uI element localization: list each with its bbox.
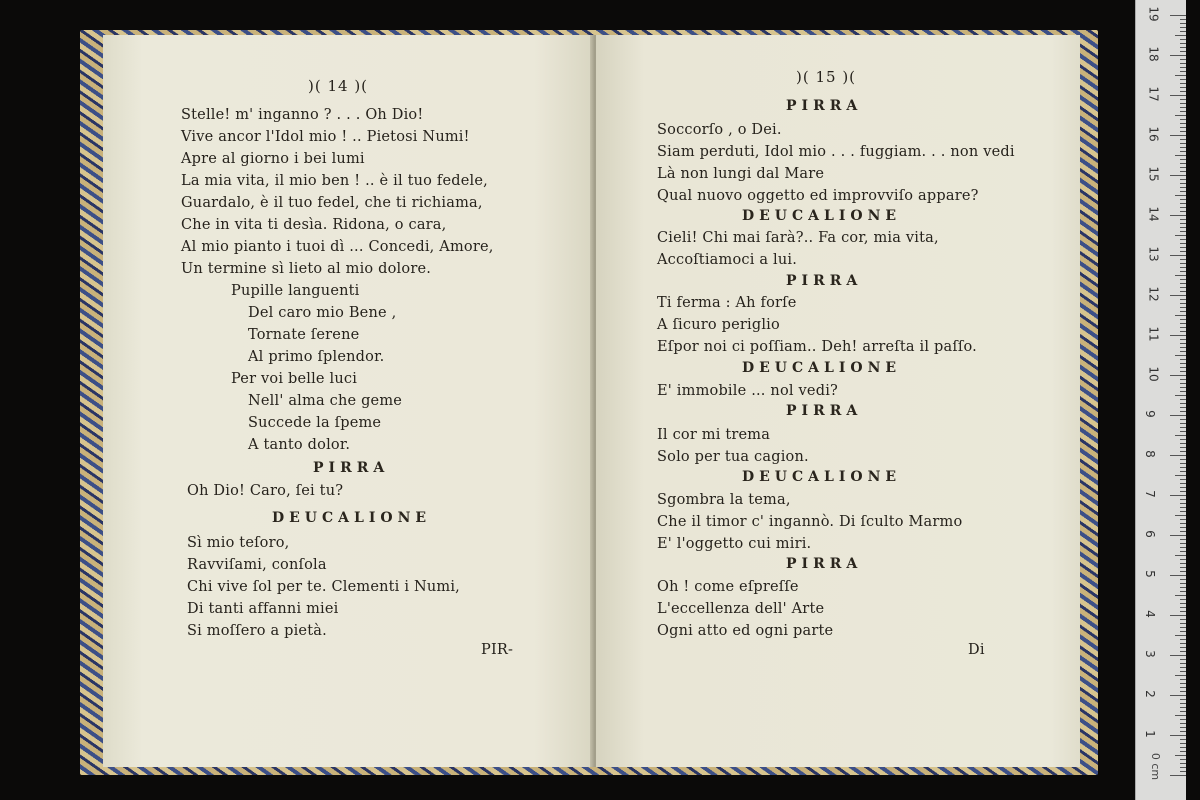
- ruler-tick: [1180, 523, 1186, 524]
- ruler-tick: [1175, 715, 1186, 716]
- ruler-tick: [1180, 83, 1186, 84]
- verse-line: Succede la ſpeme: [248, 415, 382, 431]
- ruler-tick: [1180, 439, 1186, 440]
- speaker-name: PIRRA: [786, 273, 863, 289]
- ruler-tick: [1170, 175, 1186, 176]
- ruler-number: 11: [1146, 326, 1161, 342]
- ruler-tick: [1180, 403, 1186, 404]
- ruler-tick: [1180, 167, 1186, 168]
- ruler-tick: [1180, 147, 1186, 148]
- verse-line: Siam perduti, Idol mio . . . fuggiam. . . non vedi: [657, 144, 1015, 160]
- verse-line: Sgombra la tema,: [657, 492, 791, 508]
- ruler-tick: [1180, 499, 1186, 500]
- verse-line: Eſpor noi ci poſſiam.. Deh! arreſta il paſſo.: [657, 339, 977, 355]
- ruler-tick: [1175, 235, 1186, 236]
- ruler-tick: [1180, 47, 1186, 48]
- ruler-number: 4: [1142, 610, 1157, 618]
- ruler-number: 5: [1142, 570, 1157, 578]
- page-number: )( 14 )(: [308, 77, 369, 95]
- ruler-tick: [1180, 27, 1186, 28]
- ruler-tick: [1180, 63, 1186, 64]
- ruler-tick: [1180, 527, 1186, 528]
- ruler-tick: [1180, 207, 1186, 208]
- verse-line: Apre al giorno i bei lumi: [181, 151, 365, 167]
- ruler-tick: [1170, 135, 1186, 136]
- ruler-tick: [1180, 247, 1186, 248]
- ruler-tick: [1180, 727, 1186, 728]
- page-number: )( 15 )(: [796, 68, 857, 86]
- ruler-tick: [1180, 471, 1186, 472]
- ruler-tick: [1170, 695, 1186, 696]
- ruler-number: 14: [1146, 206, 1161, 222]
- ruler-tick: [1180, 287, 1186, 288]
- ruler-tick: [1180, 699, 1186, 700]
- ruler-tick: [1170, 295, 1186, 296]
- ruler-number: 19: [1146, 6, 1161, 22]
- ruler-tick: [1180, 563, 1186, 564]
- ruler-tick: [1180, 407, 1186, 408]
- speaker-name: PIRRA: [786, 403, 863, 419]
- ruler-tick: [1180, 711, 1186, 712]
- ruler-tick: [1180, 103, 1186, 104]
- catchword: Di: [968, 642, 985, 658]
- ruler-tick: [1180, 747, 1186, 748]
- ruler-tick: [1175, 515, 1186, 516]
- verse-line: Che in vita ti desìa. Ridona, o cara,: [181, 217, 447, 233]
- ruler-tick: [1180, 23, 1186, 24]
- ruler-tick: [1180, 707, 1186, 708]
- ruler-number: 18: [1146, 46, 1161, 62]
- ruler-tick: [1180, 159, 1186, 160]
- ruler-tick: [1180, 479, 1186, 480]
- ruler-tick: [1180, 539, 1186, 540]
- ruler-tick: [1180, 107, 1186, 108]
- ruler-tick: [1180, 463, 1186, 464]
- ruler-tick: [1180, 503, 1186, 504]
- verse-line: Soccorſo , o Dei.: [657, 122, 782, 138]
- ruler-tick: [1180, 639, 1186, 640]
- ruler-tick: [1170, 735, 1186, 736]
- ruler-tick: [1180, 347, 1186, 348]
- ruler-tick: [1180, 231, 1186, 232]
- ruler-tick: [1170, 655, 1186, 656]
- ruler-tick: [1180, 667, 1186, 668]
- ruler-tick: [1180, 243, 1186, 244]
- ruler-tick: [1175, 195, 1186, 196]
- speaker-name: DEUCALIONE: [742, 360, 902, 376]
- ruler-tick: [1180, 339, 1186, 340]
- ruler-tick: [1180, 511, 1186, 512]
- verse-line: Ravviſami, conſola: [187, 557, 327, 573]
- ruler-number: 17: [1146, 86, 1161, 102]
- ruler-tick: [1180, 671, 1186, 672]
- verse-line: Stelle! m' inganno ? . . . Oh Dio!: [181, 107, 424, 123]
- ruler-tick: [1180, 651, 1186, 652]
- ruler-tick: [1180, 571, 1186, 572]
- ruler-tick: [1180, 343, 1186, 344]
- measuring-ruler: [1135, 0, 1186, 800]
- verse-line: Al primo ſplendor.: [248, 349, 385, 365]
- verse-line: Qual nuovo oggetto ed improvviſo appare?: [657, 188, 979, 204]
- ruler-tick: [1175, 275, 1186, 276]
- ruler-tick: [1180, 279, 1186, 280]
- catchword: PIR-: [481, 642, 514, 658]
- verse-line: Là non lungi dal Mare: [657, 166, 825, 182]
- verse-line: Cieli! Chi mai ſarà?.. Fa cor, mia vita,: [657, 230, 939, 246]
- ruler-number: 3: [1142, 650, 1157, 658]
- ruler-tick: [1170, 375, 1186, 376]
- ruler-tick: [1180, 739, 1186, 740]
- verse-line: L'eccellenza dell' Arte: [657, 601, 825, 617]
- ruler-tick: [1180, 79, 1186, 80]
- ruler-tick: [1180, 723, 1186, 724]
- verse-line: Si moſſero a pietà.: [187, 623, 327, 639]
- ruler-tick: [1180, 459, 1186, 460]
- ruler-tick: [1180, 579, 1186, 580]
- ruler-tick: [1180, 587, 1186, 588]
- verse-line: Oh ! come eſpreſſe: [657, 579, 799, 595]
- ruler-tick: [1180, 771, 1186, 772]
- ruler-tick: [1180, 559, 1186, 560]
- ruler-tick: [1180, 767, 1186, 768]
- ruler-tick: [1180, 199, 1186, 200]
- ruler-tick: [1180, 187, 1186, 188]
- ruler-number: 8: [1142, 450, 1157, 458]
- ruler-tick: [1180, 299, 1186, 300]
- ruler-tick: [1180, 743, 1186, 744]
- verse-line: Il cor mi trema: [657, 427, 771, 443]
- ruler-tick: [1180, 51, 1186, 52]
- ruler-tick: [1180, 631, 1186, 632]
- ruler-tick: [1180, 419, 1186, 420]
- ruler-tick: [1180, 367, 1186, 368]
- verse-line: Accoſtiamoci a lui.: [657, 252, 798, 268]
- ruler-tick: [1180, 251, 1186, 252]
- ruler-tick: [1180, 19, 1186, 20]
- ruler-tick: [1180, 371, 1186, 372]
- verse-line: Vive ancor l'Idol mio ! .. Pietosi Numi!: [181, 129, 470, 145]
- ruler-tick: [1180, 627, 1186, 628]
- ruler-number: 2: [1142, 690, 1157, 698]
- ruler-tick: [1180, 283, 1186, 284]
- ruler-tick: [1180, 663, 1186, 664]
- ruler-tick: [1180, 531, 1186, 532]
- ruler-tick: [1180, 87, 1186, 88]
- ruler-tick: [1180, 759, 1186, 760]
- speaker-name: PIRRA: [786, 556, 863, 572]
- ruler-tick: [1180, 363, 1186, 364]
- verse-line: La mia vita, il mio ben ! .. è il tuo fedele,: [181, 173, 488, 189]
- ruler-tick: [1180, 111, 1186, 112]
- ruler-tick: [1180, 91, 1186, 92]
- verse-line: Di tanti affanni miei: [187, 601, 339, 617]
- ruler-tick: [1175, 355, 1186, 356]
- ruler-tick: [1180, 139, 1186, 140]
- speaker-name: DEUCALIONE: [742, 469, 902, 485]
- ruler-tick: [1180, 387, 1186, 388]
- ruler-tick: [1170, 775, 1186, 776]
- ruler-tick: [1180, 599, 1186, 600]
- ruler-tick: [1180, 679, 1186, 680]
- ruler-tick: [1175, 635, 1186, 636]
- ruler-tick: [1180, 399, 1186, 400]
- ruler-tick: [1180, 427, 1186, 428]
- ruler-tick: [1180, 423, 1186, 424]
- ruler-tick: [1180, 179, 1186, 180]
- ruler-unit-label: 0 cm: [1149, 752, 1163, 781]
- verse-line: Nell' alma che geme: [248, 393, 403, 409]
- ruler-tick: [1175, 675, 1186, 676]
- ruler-tick: [1170, 495, 1186, 496]
- speaker-name: DEUCALIONE: [272, 510, 432, 526]
- ruler-tick: [1180, 519, 1186, 520]
- verse-line: A tanto dolor.: [248, 437, 351, 453]
- ruler-number: 6: [1142, 530, 1157, 538]
- ruler-tick: [1180, 119, 1186, 120]
- ruler-number: 10: [1146, 366, 1161, 382]
- ruler-tick: [1180, 67, 1186, 68]
- ruler-tick: [1180, 603, 1186, 604]
- ruler-tick: [1180, 611, 1186, 612]
- ruler-tick: [1180, 43, 1186, 44]
- ruler-tick: [1170, 335, 1186, 336]
- ruler-tick: [1180, 331, 1186, 332]
- ruler-tick: [1175, 435, 1186, 436]
- ruler-tick: [1180, 491, 1186, 492]
- ruler-tick: [1180, 323, 1186, 324]
- ruler-tick: [1175, 155, 1186, 156]
- ruler-tick: [1180, 583, 1186, 584]
- ruler-tick: [1180, 619, 1186, 620]
- verse-line: E' immobile ... nol vedi?: [657, 383, 839, 399]
- ruler-tick: [1180, 751, 1186, 752]
- ruler-tick: [1180, 99, 1186, 100]
- ruler-tick: [1180, 551, 1186, 552]
- ruler-tick: [1175, 595, 1186, 596]
- ruler-tick: [1180, 271, 1186, 272]
- ruler-tick: [1180, 211, 1186, 212]
- ruler-tick: [1180, 543, 1186, 544]
- ruler-tick: [1180, 731, 1186, 732]
- verse-line: Guardalo, è il tuo fedel, che ti richiama,: [181, 195, 483, 211]
- verse-line: Chi vive ſol per te. Clementi i Numi,: [187, 579, 460, 595]
- ruler-tick: [1170, 15, 1186, 16]
- ruler-tick: [1170, 55, 1186, 56]
- verse-line: Oh Dio! Caro, ſei tu?: [187, 483, 344, 499]
- ruler-tick: [1180, 267, 1186, 268]
- verse-line: Un termine sì lieto al mio dolore.: [181, 261, 432, 277]
- ruler-tick: [1180, 483, 1186, 484]
- ruler-tick: [1180, 467, 1186, 468]
- ruler-tick: [1170, 535, 1186, 536]
- verse-line: Che il timor c' ingannò. Di ſculto Marmo: [657, 514, 963, 530]
- ruler-tick: [1180, 291, 1186, 292]
- ruler-tick: [1180, 123, 1186, 124]
- ruler-tick: [1170, 575, 1186, 576]
- ruler-tick: [1180, 607, 1186, 608]
- ruler-tick: [1180, 691, 1186, 692]
- ruler-tick: [1175, 395, 1186, 396]
- ruler-tick: [1180, 379, 1186, 380]
- verse-line: Tornate ſerene: [248, 327, 360, 343]
- verse-line: Ti ferma : Ah forſe: [657, 295, 797, 311]
- ruler-number: 12: [1146, 286, 1161, 302]
- speaker-name: PIRRA: [313, 460, 390, 476]
- ruler-tick: [1180, 191, 1186, 192]
- ruler-tick: [1180, 311, 1186, 312]
- ruler-tick: [1180, 327, 1186, 328]
- ruler-tick: [1180, 71, 1186, 72]
- verse-line: A ſicuro periglio: [657, 317, 780, 333]
- verse-line: Del caro mio Bene ,: [248, 305, 397, 321]
- verse-line: Ogni atto ed ogni parte: [657, 623, 834, 639]
- ruler-tick: [1180, 447, 1186, 448]
- ruler-tick: [1180, 643, 1186, 644]
- verse-line: Pupille languenti: [231, 283, 360, 299]
- ruler-tick: [1180, 223, 1186, 224]
- ruler-tick: [1180, 623, 1186, 624]
- verse-line: Sì mio teſoro,: [187, 535, 290, 551]
- ruler-number: 13: [1146, 246, 1161, 262]
- ruler-tick: [1180, 391, 1186, 392]
- ruler-tick: [1170, 415, 1186, 416]
- ruler-tick: [1180, 183, 1186, 184]
- ruler-tick: [1180, 431, 1186, 432]
- ruler-tick: [1180, 127, 1186, 128]
- ruler-tick: [1170, 615, 1186, 616]
- ruler-tick: [1180, 151, 1186, 152]
- ruler-tick: [1180, 383, 1186, 384]
- ruler-tick: [1180, 659, 1186, 660]
- ruler-tick: [1175, 755, 1186, 756]
- ruler-tick: [1180, 143, 1186, 144]
- ruler-tick: [1180, 203, 1186, 204]
- ruler-tick: [1180, 359, 1186, 360]
- ruler-tick: [1180, 703, 1186, 704]
- ruler-tick: [1180, 303, 1186, 304]
- ruler-tick: [1180, 507, 1186, 508]
- ruler-tick: [1180, 219, 1186, 220]
- ruler-tick: [1175, 75, 1186, 76]
- left-page: [103, 35, 593, 767]
- ruler-tick: [1180, 59, 1186, 60]
- ruler-tick: [1180, 171, 1186, 172]
- speaker-name: DEUCALIONE: [742, 208, 902, 224]
- ruler-tick: [1180, 567, 1186, 568]
- ruler-tick: [1180, 163, 1186, 164]
- ruler-tick: [1180, 259, 1186, 260]
- ruler-tick: [1170, 255, 1186, 256]
- ruler-tick: [1180, 31, 1186, 32]
- ruler-tick: [1180, 411, 1186, 412]
- ruler-tick: [1180, 351, 1186, 352]
- speaker-name: PIRRA: [786, 98, 863, 114]
- ruler-tick: [1180, 687, 1186, 688]
- ruler-number: 7: [1142, 490, 1157, 498]
- ruler-tick: [1180, 719, 1186, 720]
- ruler-tick: [1175, 555, 1186, 556]
- ruler-tick: [1180, 39, 1186, 40]
- ruler-tick: [1180, 487, 1186, 488]
- ruler-number: 16: [1146, 126, 1161, 142]
- ruler-tick: [1180, 307, 1186, 308]
- ruler-tick: [1180, 239, 1186, 240]
- ruler-tick: [1180, 451, 1186, 452]
- ruler-tick: [1180, 591, 1186, 592]
- verse-line: Per voi belle luci: [231, 371, 358, 387]
- ruler-number: 1: [1142, 730, 1157, 738]
- ruler-tick: [1180, 683, 1186, 684]
- ruler-number: 9: [1142, 410, 1157, 418]
- ruler-tick: [1170, 215, 1186, 216]
- verse-line: Al mio pianto i tuoi dì ... Concedi, Amore,: [181, 239, 494, 255]
- verse-line: Solo per tua cagion.: [657, 449, 809, 465]
- right-page: [596, 35, 1080, 767]
- ruler-tick: [1180, 263, 1186, 264]
- ruler-tick: [1180, 763, 1186, 764]
- ruler-tick: [1175, 315, 1186, 316]
- ruler-tick: [1170, 455, 1186, 456]
- ruler-number: 15: [1146, 166, 1161, 182]
- ruler-tick: [1180, 547, 1186, 548]
- verse-line: E' l'oggetto cui miri.: [657, 536, 812, 552]
- ruler-tick: [1180, 647, 1186, 648]
- ruler-tick: [1180, 443, 1186, 444]
- ruler-tick: [1180, 319, 1186, 320]
- ruler-tick: [1175, 115, 1186, 116]
- ruler-tick: [1180, 227, 1186, 228]
- ruler-tick: [1180, 131, 1186, 132]
- ruler-tick: [1175, 475, 1186, 476]
- ruler-tick: [1170, 95, 1186, 96]
- ruler-tick: [1175, 35, 1186, 36]
